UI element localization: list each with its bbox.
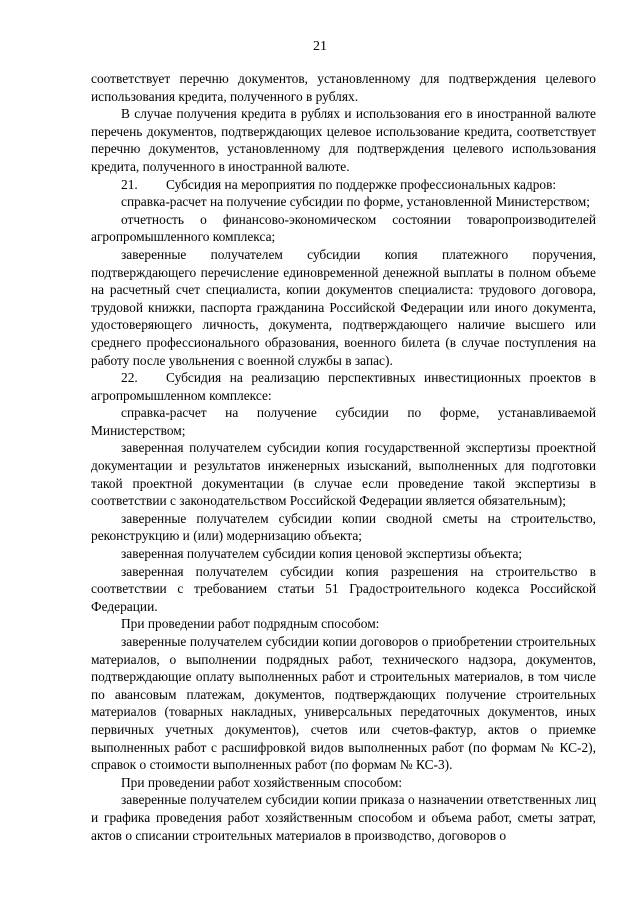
paragraph: заверенная получателем субсидии копия государственной экспертизы проектной документации и результатов инженерных изысканий, выполненных для подготовки такой проектной документации (в случае если проведение такой экспертизы в соответствии с законодательством Российской Федерации является обязательным); <box>91 440 596 509</box>
paragraph: заверенная получателем субсидии копия разрешения на строительство в соответствии с требованием статьи 51 Градостроительного кодекса Российской Федерации. <box>91 563 596 614</box>
paragraph: В случае получения кредита в рублях и использования его в иностранной валюте перечень документов, подтверждающих целевое использование кредита, соответствует перечню документов, установленному для подтверждения целевого использования кредита, полученного в иностранной валюте. <box>91 106 596 174</box>
paragraph: заверенная получателем субсидии копия ценовой экспертизы объекта; <box>121 546 523 562</box>
document-body <box>91 70 596 844</box>
paragraph: заверенные получателем субсидии копия платежного поручения, подтверждающего перечисление единовременной денежной выплаты в полном объеме на расчетный счет специалиста, копии документов специалиста: трудового договора, трудовой книжки, паспорта гражданина Российской Федерации или иного документа, удостоверяющего личность, документа, подтверждающего наличие высшего или среднего профессионального образования, военного билета (в случае поступления на работу после увольнения с военной службы в запас). <box>91 246 596 368</box>
numbered-paragraph: 21. Субсидия на мероприятия по поддержке профессиональных кадров: <box>121 176 557 192</box>
item-number: 21. <box>121 176 138 192</box>
paragraph: заверенные получателем субсидии копии сводной сметы на строительство, реконструкцию и (или) модернизацию объекта; <box>91 510 596 544</box>
paragraph: соответствует перечню документов, установленному для подтверждения целевого использования кредита, полученного в рублях. <box>91 71 596 104</box>
paragraph: справка-расчет на получение субсидии по форме, установленной Министерством; <box>121 194 590 210</box>
item-number: 22. <box>121 370 138 386</box>
paragraph: отчетность о финансово-экономическом состоянии товаропроизводителей агропромышленного комплекса; <box>91 211 596 245</box>
numbered-paragraph: 22. Субсидия на реализацию перспективных инвестиционных проектов в агропромышленном комплексе: <box>91 370 596 403</box>
paragraph: При проведении работ подрядным способом: <box>121 616 380 632</box>
page-number: 21 <box>313 39 327 54</box>
paragraph: заверенные получателем субсидии копии договоров о приобретении строительных материалов, о выполнении подрядных работ, технического надзора, документов, подтверждающие оплату выполненных работ и строительных материалов, в том числе по авансовым платежам, документов, подтверждающих получение строительных материалов (товарных накладных, универсальных передаточных документов, иных первичных учетных документов), счетов или счетов-фактур, актов о приемке выполненных работ с расшифровкой видов выполненных работ (по формам № КС-2), справок о стоимости выполненных работ (по формам № КС-3). <box>91 634 596 773</box>
paragraph: справка-расчет на получение субсидии по форме, устанавливаемой Министерством; <box>91 405 596 438</box>
paragraph: заверенные получателем субсидии копии приказа о назначении ответственных лиц и графика проведения работ хозяйственным способом и объема работ, сметы затрат, актов о списании строительных материалов в производство, договоров о <box>91 792 596 843</box>
paragraph: При проведении работ хозяйственным способом: <box>121 774 403 790</box>
